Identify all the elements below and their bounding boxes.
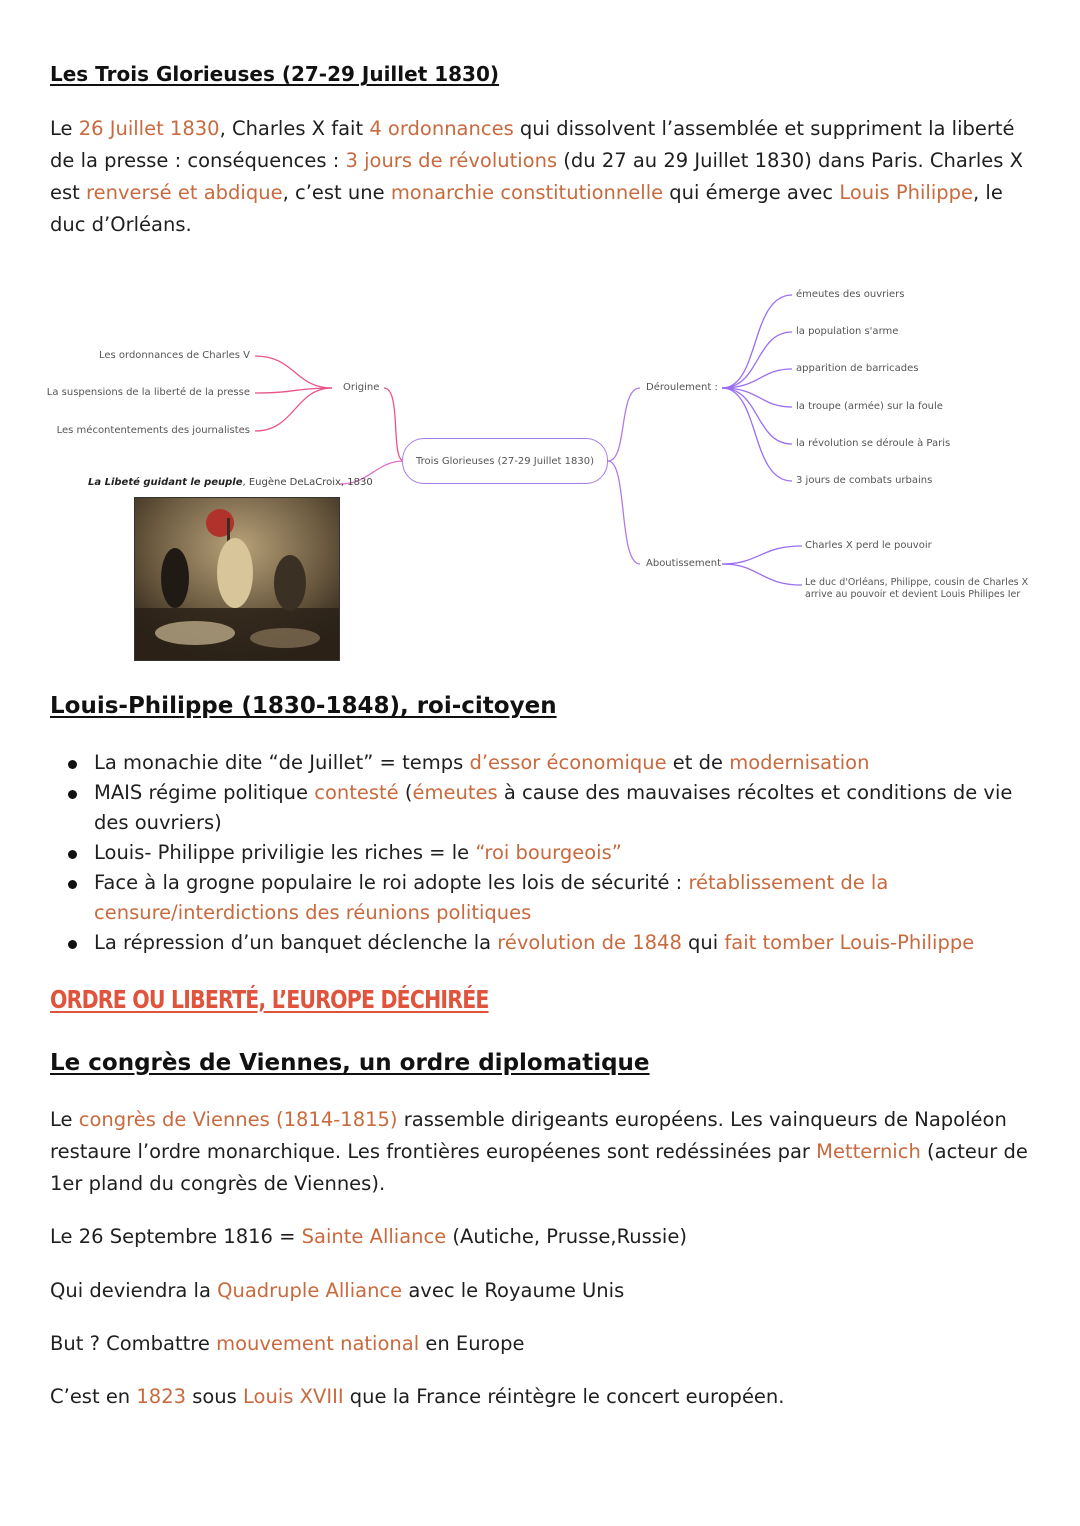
origine-item-2: La suspensions de la liberté de la presse [46,387,250,398]
bullet-item [50,778,1035,838]
highlighted-text: d’essor économique [469,751,667,774]
highlighted-text: contesté [314,781,399,804]
origine-item-1: Les ordonnances de Charles V [98,350,250,361]
text-run: qui émerge avec [663,181,840,204]
painting-liberte-guidant-le-peuple [134,497,340,661]
origine-item-3: Les mécontentements des journalistes [56,425,250,436]
painting-caption [88,477,373,488]
louis-philippe-bullets [50,748,1035,958]
text-run: (acteur de 1er pland du congrès de Viennes). [50,1140,1028,1195]
deroulement-item-1: émeutes des ouvriers [796,289,905,300]
painting-credit: , Eugène DeLaCroix, 1830 [242,477,373,488]
section-title-louis-philippe: Louis-Philippe (1830-1848), roi-citoyen [50,693,557,719]
connector-deroulement-6 [722,388,792,481]
highlighted-text: Quadruple Alliance [217,1279,403,1302]
deroulement-item-5: la révolution se déroule à Paris [796,438,951,449]
text-run: qui [681,931,725,954]
paragraph-congres-2 [50,1221,1035,1253]
deroulement-item-3: apparition de barricades [796,363,919,374]
text-run: que la France réintègre le concert européen. [343,1385,785,1408]
deroulement-item-4: la troupe (armée) sur la foule [796,401,943,412]
text-run: ( [398,781,413,804]
highlighted-text: modernisation [729,751,870,774]
aboutissement-label: Aboutissement [646,558,722,569]
text-run: La monachie dite “de Juillet” = temps [94,751,470,774]
highlighted-text: fait tomber Louis-Philippe [724,931,975,954]
highlighted-text: 26 Juillet 1830 [78,117,220,140]
text-run: à cause des mauvaises récoltes et conditions de vie des ouvriers) [94,781,1013,834]
highlighted-text: mouvement national [216,1332,420,1355]
text-run: But ? Combattre [50,1332,217,1355]
connector-deroulement-1 [722,295,792,388]
paragraph-congres-5 [50,1381,1035,1413]
text-run: C’est en [50,1385,137,1408]
connector-deroulement [608,388,640,461]
connector-origine-3 [255,388,332,431]
text-run: (du 27 au 29 Juillet 1830) dans Paris. Charles X est [50,149,1023,204]
highlighted-text: renversé et abdique [86,181,283,204]
highlighted-text: Louis Philippe [839,181,974,204]
text-run: Qui deviendra la [50,1279,218,1302]
text-run: en Europe [419,1332,525,1355]
text-run: La répression d’un banquet déclenche la [94,931,498,954]
mind-map [46,280,1050,670]
text-run: avec le Royaume Unis [402,1279,625,1302]
highlighted-text: “roi bourgeois” [475,841,622,864]
highlighted-text: rétablissement de la censure/interdictions des réunions politiques [94,871,889,924]
highlighted-text: émeutes [412,781,498,804]
paragraph-congres-3 [50,1275,1035,1307]
highlighted-text: 3 jours de révolutions [345,149,558,172]
highlighted-text: congrès de Viennes (1814-1815) [78,1108,398,1131]
deroulement-item-6: 3 jours de combats urbains [796,475,933,486]
text-run: Louis- Philippe priviligie les riches = le [94,841,476,864]
text-run: Face à la grogne populaire le roi adopte les lois de sécurité : [94,871,689,894]
bullet-item [50,868,1035,928]
text-run: rassemble dirigeants européens. Les vainqueurs de Napoléon restaure l’ordre monarchique. Les frontières européenes sont redéssinées par [50,1108,1007,1163]
highlighted-text: monarchie constitutionnelle [390,181,664,204]
section-title-congres-de-viennes: Le congrès de Viennes, un ordre diplomatique [50,1050,650,1076]
paragraph-congres-4 [50,1328,1035,1360]
aboutissement-item-1: Charles X perd le pouvoir [805,540,932,551]
text-run: et de [666,751,730,774]
highlighted-text: Metternich [816,1140,921,1163]
highlighted-text: Louis XVIII [243,1385,344,1408]
painting-image [135,498,340,661]
highlighted-text: 4 ordonnances [369,117,514,140]
text-run: , c’est une [282,181,391,204]
bullet-item [50,748,1035,778]
connector-aboutissement-1 [722,546,802,564]
text-run: sous [186,1385,244,1408]
connector-origine-2 [255,388,332,393]
highlighted-text: 1823 [136,1385,187,1408]
connector-aboutissement-2 [722,564,802,585]
text-run: , Charles X fait [219,117,370,140]
text-run: qui dissolvent l’assemblée et suppriment la liberté de la presse : conséquences : [50,117,1015,172]
origine-label: Origine [343,382,380,393]
bullet-item [50,928,1035,958]
painting-title: La Libeté guidant le peuple [88,477,243,488]
mind-map-center-node: Trois Glorieuses (27-29 Juillet 1830) [402,438,608,484]
text-run: Le 26 Septembre 1816 = [50,1225,302,1248]
connector-origine-1 [255,356,332,388]
paragraph-congres-1 [50,1104,1035,1200]
connector-aboutissement [608,461,640,564]
highlighted-text: révolution de 1848 [497,931,682,954]
section-title-trois-glorieuses: Les Trois Glorieuses (27-29 Juillet 1830) [50,62,500,86]
text-run: MAIS régime politique [94,781,315,804]
paragraph-trois-glorieuses [50,113,1035,241]
text-run: Le [50,1108,79,1131]
text-run: Le [50,117,79,140]
highlighted-text: Sainte Alliance [301,1225,447,1248]
chapter-title: ORDRE OU LIBERTÉ, L’EUROPE DÉCHIRÉE [50,985,489,1014]
connector-origine-center [384,388,404,461]
deroulement-label: Déroulement : [646,382,718,393]
bullet-item [50,838,1035,868]
deroulement-item-2: la population s'arme [796,326,899,337]
text-run: , le duc d’Orléans. [50,181,1003,236]
text-run: (Autiche, Prusse,Russie) [446,1225,687,1248]
aboutissement-item-2: Le duc d'Orléans, Philippe, cousin de Charles X arrive au pouvoir et devient Louis Philipes Ier [805,577,1029,600]
